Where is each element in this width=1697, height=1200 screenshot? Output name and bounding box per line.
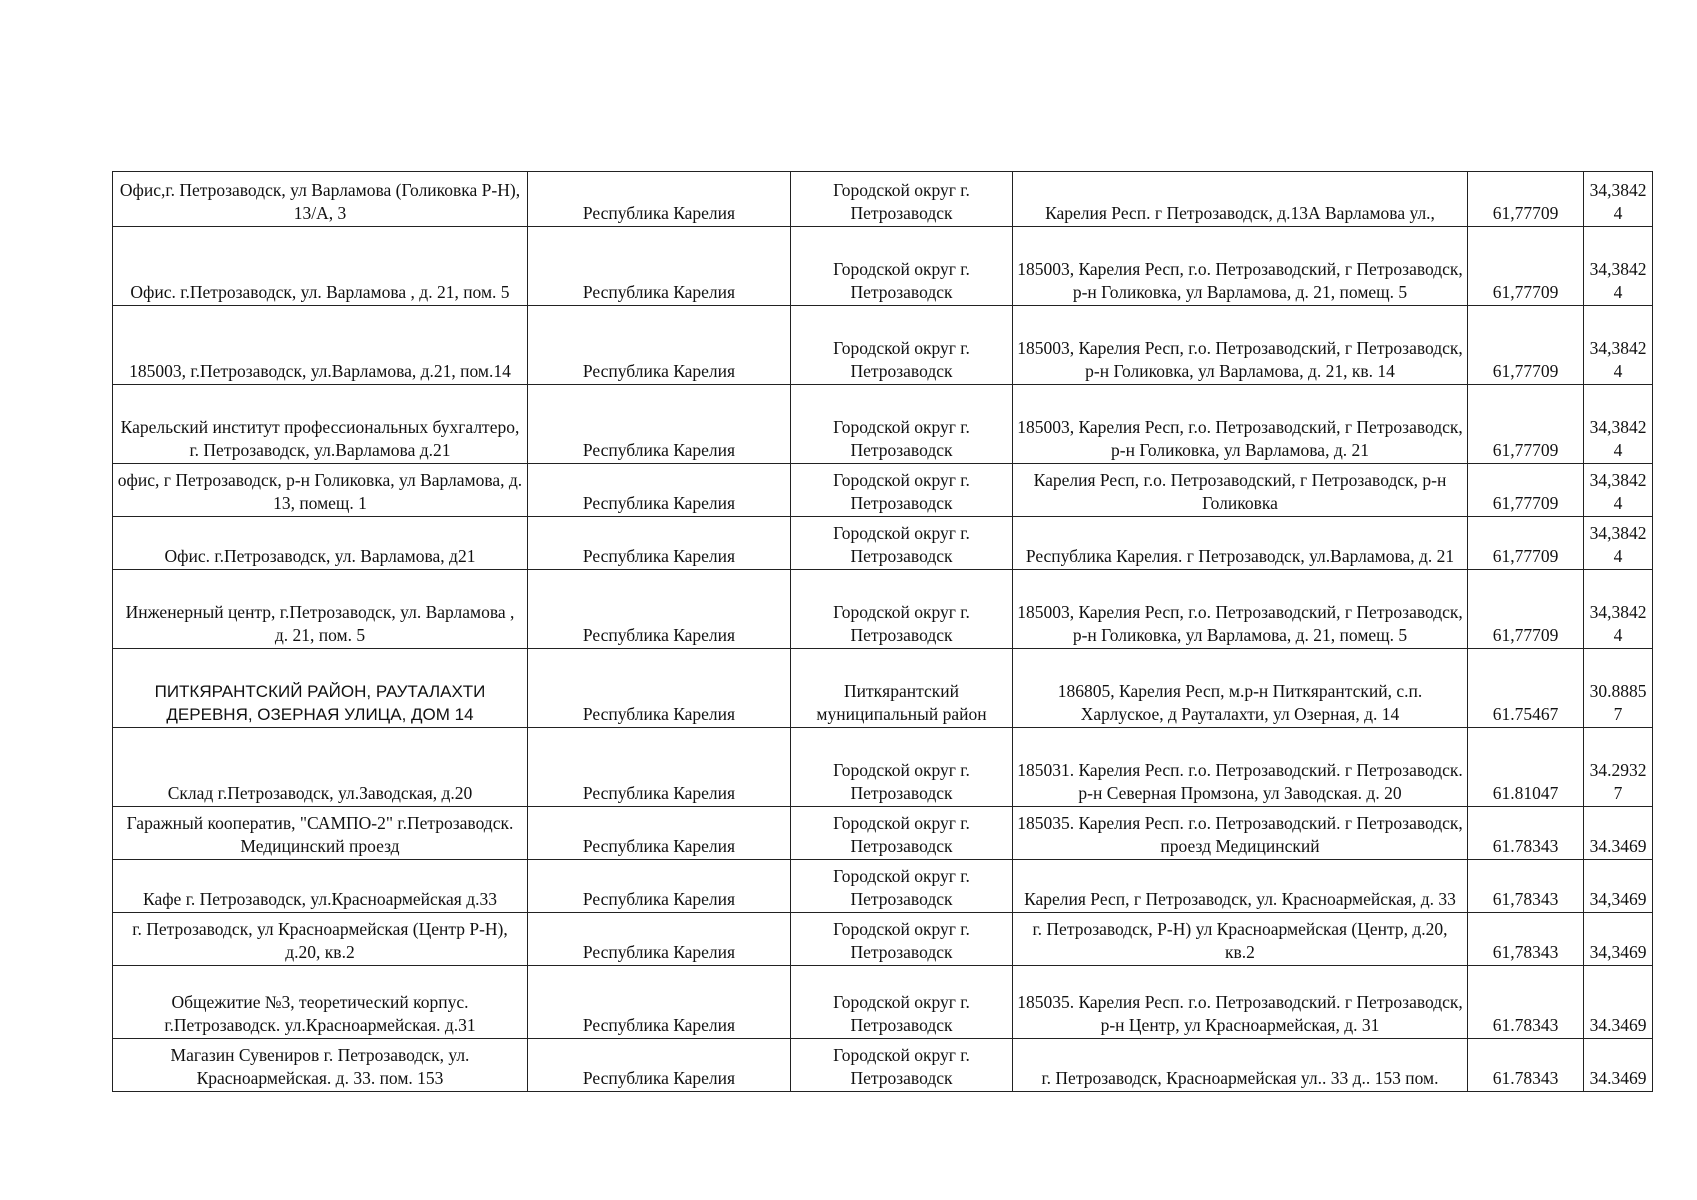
address-cell-text: Республика Карелия. г Петрозаводск, ул.Варламова, д. 21 bbox=[1025, 546, 1455, 566]
district-cell-text: Городской округ г. Петрозаводск bbox=[833, 866, 970, 909]
object-name-cell-text: офис, г Петрозаводск, р-н Голиковка, ул Варламова, д. 13, помещ. 1 bbox=[117, 470, 523, 513]
longitude-cell-text: 34,38424 bbox=[1589, 259, 1647, 302]
object-name-cell-text: Общежитие №3, теоретический корпус. г.Петрозаводск. ул.Красноармейская. д.31 bbox=[164, 992, 476, 1035]
table-row bbox=[113, 860, 1653, 913]
address-cell bbox=[1013, 1039, 1468, 1092]
table-row bbox=[113, 570, 1653, 649]
address-cell-text: 185035. Карелия Респ. г.о. Петрозаводский. г Петрозаводск, р-н Центр, ул Красноармейская, д. 31 bbox=[1017, 992, 1463, 1035]
latitude-cell bbox=[1468, 227, 1584, 306]
district-cell-text: Городской округ г. Петрозаводск bbox=[833, 813, 970, 856]
address-cell bbox=[1013, 649, 1468, 728]
region-cell-text: Республика Карелия bbox=[582, 440, 736, 460]
region-cell bbox=[528, 728, 791, 807]
longitude-cell bbox=[1584, 649, 1653, 728]
address-cell bbox=[1013, 306, 1468, 385]
longitude-cell bbox=[1584, 464, 1653, 517]
longitude-cell-text: 34,38424 bbox=[1589, 417, 1647, 460]
region-cell-text: Республика Карелия bbox=[582, 493, 736, 513]
address-cell-text: г. Петрозаводск, Красноармейская ул.. 33 д.. 153 пом. bbox=[1041, 1068, 1439, 1088]
region-cell-text: Республика Карелия bbox=[582, 836, 736, 856]
table-row bbox=[113, 464, 1653, 517]
address-cell-text: 186805, Карелия Респ, м.р-н Питкярантский, с.п. Харлуское, д Рауталахти, ул Озерная, д. 14 bbox=[1057, 681, 1423, 724]
district-cell bbox=[791, 570, 1013, 649]
latitude-cell-text: 61,78343 bbox=[1492, 942, 1559, 962]
longitude-cell bbox=[1584, 172, 1653, 227]
district-cell bbox=[791, 649, 1013, 728]
longitude-cell bbox=[1584, 385, 1653, 464]
longitude-cell-text: 34.29327 bbox=[1589, 760, 1647, 803]
object-name-cell-text: Инженерный центр, г.Петрозаводск, ул. Варламова , д. 21, пом. 5 bbox=[125, 602, 515, 645]
latitude-cell bbox=[1468, 385, 1584, 464]
latitude-cell bbox=[1468, 649, 1584, 728]
address-cell bbox=[1013, 227, 1468, 306]
address-cell-text: Карелия Респ. г Петрозаводск, д.13А Варламова ул., bbox=[1045, 203, 1435, 223]
address-cell bbox=[1013, 172, 1468, 227]
region-cell bbox=[528, 860, 791, 913]
longitude-cell bbox=[1584, 227, 1653, 306]
region-cell-text: Республика Карелия bbox=[582, 361, 736, 381]
longitude-cell bbox=[1584, 860, 1653, 913]
longitude-cell-text: 34,3469 bbox=[1589, 942, 1647, 962]
district-cell bbox=[791, 227, 1013, 306]
district-cell-text: Городской округ г. Петрозаводск bbox=[833, 919, 970, 962]
longitude-cell bbox=[1584, 517, 1653, 570]
object-name-cell bbox=[113, 570, 528, 649]
address-cell bbox=[1013, 570, 1468, 649]
region-cell-text: Республика Карелия bbox=[582, 704, 736, 724]
region-cell bbox=[528, 172, 791, 227]
table-row bbox=[113, 807, 1653, 860]
object-name-cell-text: ПИТКЯРАНТСКИЙ РАЙОН, РАУТАЛАХТИ ДЕРЕВНЯ, ОЗЕРНАЯ УЛИЦА, ДОМ 14 bbox=[154, 682, 486, 724]
district-cell-text: Городской округ г. Петрозаводск bbox=[833, 992, 970, 1035]
latitude-cell bbox=[1468, 807, 1584, 860]
latitude-cell bbox=[1468, 1039, 1584, 1092]
region-cell-text: Республика Карелия bbox=[582, 546, 736, 566]
latitude-cell-text: 61,77709 bbox=[1492, 361, 1559, 381]
address-cell bbox=[1013, 913, 1468, 966]
region-cell-text: Республика Карелия bbox=[582, 889, 736, 909]
longitude-cell-text: 34.3469 bbox=[1589, 1068, 1647, 1088]
longitude-cell bbox=[1584, 728, 1653, 807]
address-cell-text: 185003, Карелия Респ, г.о. Петрозаводский, г Петрозаводск, р-н Голиковка, ул Варламова, д. 21, кв. 14 bbox=[1017, 338, 1463, 381]
latitude-cell bbox=[1468, 517, 1584, 570]
address-cell-text: 185035. Карелия Респ. г.о. Петрозаводский. г Петрозаводск, проезд Медицинский bbox=[1017, 813, 1463, 856]
object-name-cell bbox=[113, 913, 528, 966]
address-cell bbox=[1013, 385, 1468, 464]
district-cell bbox=[791, 860, 1013, 913]
address-table bbox=[112, 171, 1653, 1092]
region-cell-text: Республика Карелия bbox=[582, 625, 736, 645]
address-cell bbox=[1013, 807, 1468, 860]
longitude-cell-text: 34,3469 bbox=[1589, 889, 1647, 909]
table-row bbox=[113, 172, 1653, 227]
object-name-cell-text: Офис. г.Петрозаводск, ул. Варламова , д. 21, пом. 5 bbox=[130, 282, 510, 302]
table-row bbox=[113, 306, 1653, 385]
object-name-cell-text: Кафе г. Петрозаводск, ул.Красноармейская д.33 bbox=[143, 889, 497, 909]
region-cell-text: Республика Карелия bbox=[582, 942, 736, 962]
district-cell bbox=[791, 464, 1013, 517]
region-cell bbox=[528, 966, 791, 1039]
address-cell bbox=[1013, 464, 1468, 517]
object-name-cell-text: Склад г.Петрозаводск, ул.Заводская, д.20 bbox=[167, 783, 473, 803]
district-cell-text: Городской округ г. Петрозаводск bbox=[833, 470, 970, 513]
longitude-cell-text: 34.3469 bbox=[1589, 1015, 1647, 1035]
latitude-cell-text: 61.81047 bbox=[1492, 783, 1559, 803]
table-row bbox=[113, 966, 1653, 1039]
region-cell-text: Республика Карелия bbox=[582, 203, 736, 223]
object-name-cell-text: Магазин Сувениров г. Петрозаводск, ул. Красноармейская. д. 33. пом. 153 bbox=[170, 1045, 470, 1088]
table-row bbox=[113, 649, 1653, 728]
region-cell bbox=[528, 649, 791, 728]
latitude-cell-text: 61.75467 bbox=[1492, 704, 1559, 724]
district-cell-text: Питкярантский муниципальный район bbox=[816, 681, 987, 724]
latitude-cell-text: 61,77709 bbox=[1492, 440, 1559, 460]
region-cell bbox=[528, 517, 791, 570]
longitude-cell-text: 34,38424 bbox=[1589, 523, 1647, 566]
district-cell-text: Городской округ г. Петрозаводск bbox=[833, 417, 970, 460]
district-cell-text: Городской округ г. Петрозаводск bbox=[833, 259, 970, 302]
latitude-cell bbox=[1468, 728, 1584, 807]
district-cell-text: Городской округ г. Петрозаводск bbox=[833, 760, 970, 803]
longitude-cell-text: 34.3469 bbox=[1589, 836, 1647, 856]
object-name-cell bbox=[113, 860, 528, 913]
object-name-cell bbox=[113, 385, 528, 464]
region-cell bbox=[528, 913, 791, 966]
address-cell-text: Карелия Респ, г.о. Петрозаводский, г Петрозаводск, р-н Голиковка bbox=[1033, 470, 1447, 513]
region-cell bbox=[528, 464, 791, 517]
address-cell-text: Карелия Респ, г Петрозаводск, ул. Красноармейская, д. 33 bbox=[1024, 889, 1456, 909]
district-cell-text: Городской округ г. Петрозаводск bbox=[833, 338, 970, 381]
latitude-cell bbox=[1468, 464, 1584, 517]
latitude-cell bbox=[1468, 913, 1584, 966]
latitude-cell bbox=[1468, 570, 1584, 649]
latitude-cell bbox=[1468, 966, 1584, 1039]
longitude-cell-text: 34,38424 bbox=[1589, 470, 1647, 513]
object-name-cell bbox=[113, 807, 528, 860]
district-cell-text: Городской округ г. Петрозаводск bbox=[833, 180, 970, 223]
object-name-cell-text: Гаражный кооператив, "САМПО-2" г.Петрозаводск. Медицинский проезд bbox=[126, 813, 514, 856]
longitude-cell bbox=[1584, 913, 1653, 966]
address-cell bbox=[1013, 728, 1468, 807]
object-name-cell bbox=[113, 728, 528, 807]
table-row bbox=[113, 385, 1653, 464]
district-cell bbox=[791, 517, 1013, 570]
latitude-cell-text: 61.78343 bbox=[1492, 1015, 1559, 1035]
district-cell bbox=[791, 172, 1013, 227]
longitude-cell bbox=[1584, 966, 1653, 1039]
region-cell-text: Республика Карелия bbox=[582, 1068, 736, 1088]
table-row bbox=[113, 913, 1653, 966]
object-name-cell bbox=[113, 172, 528, 227]
object-name-cell-text: Карельский институт профессиональных бухгалтеро, г. Петрозаводск, ул.Варламова д.21 bbox=[120, 417, 520, 460]
longitude-cell bbox=[1584, 807, 1653, 860]
address-cell-text: 185031. Карелия Респ. г.о. Петрозаводский. г Петрозаводск. р-н Северная Промзона, ул Заводская. д. 20 bbox=[1017, 760, 1463, 803]
region-cell bbox=[528, 227, 791, 306]
region-cell bbox=[528, 1039, 791, 1092]
longitude-cell-text: 34,38424 bbox=[1589, 180, 1647, 223]
address-cell bbox=[1013, 517, 1468, 570]
latitude-cell-text: 61,77709 bbox=[1492, 625, 1559, 645]
address-cell bbox=[1013, 860, 1468, 913]
address-cell-text: г. Петрозаводск, Р-Н) ул Красноармейская (Центр, д.20, кв.2 bbox=[1032, 919, 1448, 962]
table-row bbox=[113, 517, 1653, 570]
object-name-cell-text: Офис. г.Петрозаводск, ул. Варламова, д21 bbox=[164, 546, 476, 566]
longitude-cell-text: 34,38424 bbox=[1589, 602, 1647, 645]
district-cell bbox=[791, 1039, 1013, 1092]
address-cell bbox=[1013, 966, 1468, 1039]
region-cell-text: Республика Карелия bbox=[582, 282, 736, 302]
address-cell-text: 185003, Карелия Респ, г.о. Петрозаводский, г Петрозаводск, р-н Голиковка, ул Варламова, д. 21, помещ. 5 bbox=[1017, 602, 1463, 645]
district-cell bbox=[791, 385, 1013, 464]
district-cell bbox=[791, 306, 1013, 385]
table-row bbox=[113, 227, 1653, 306]
object-name-cell-text: Офис,г. Петрозаводск, ул Варламова (Голиковка Р-Н), 13/А, 3 bbox=[119, 180, 521, 223]
longitude-cell-text: 30.88857 bbox=[1589, 681, 1647, 724]
latitude-cell-text: 61,77709 bbox=[1492, 282, 1559, 302]
table-row bbox=[113, 1039, 1653, 1092]
object-name-cell bbox=[113, 464, 528, 517]
latitude-cell-text: 61.78343 bbox=[1492, 1068, 1559, 1088]
address-cell-text: 185003, Карелия Респ, г.о. Петрозаводский, г Петрозаводск, р-н Голиковка, ул Варламова, д. 21, помещ. 5 bbox=[1017, 259, 1463, 302]
object-name-cell bbox=[113, 227, 528, 306]
district-cell bbox=[791, 966, 1013, 1039]
region-cell-text: Республика Карелия bbox=[582, 783, 736, 803]
object-name-cell bbox=[113, 306, 528, 385]
region-cell-text: Республика Карелия bbox=[582, 1015, 736, 1035]
address-cell-text: 185003, Карелия Респ, г.о. Петрозаводский, г Петрозаводск, р-н Голиковка, ул Варламова, д. 21 bbox=[1017, 417, 1463, 460]
district-cell-text: Городской округ г. Петрозаводск bbox=[833, 523, 970, 566]
object-name-cell-text: 185003, г.Петрозаводск, ул.Варламова, д.21, пом.14 bbox=[129, 361, 511, 381]
longitude-cell bbox=[1584, 1039, 1653, 1092]
latitude-cell bbox=[1468, 306, 1584, 385]
district-cell-text: Городской округ г. Петрозаводск bbox=[833, 602, 970, 645]
longitude-cell bbox=[1584, 570, 1653, 649]
region-cell bbox=[528, 807, 791, 860]
latitude-cell-text: 61,77709 bbox=[1492, 546, 1559, 566]
region-cell bbox=[528, 385, 791, 464]
district-cell bbox=[791, 913, 1013, 966]
latitude-cell-text: 61,77709 bbox=[1492, 203, 1559, 223]
region-cell bbox=[528, 570, 791, 649]
object-name-cell-text: г. Петрозаводск, ул Красноармейская (Центр Р-Н), д.20, кв.2 bbox=[132, 919, 508, 962]
longitude-cell bbox=[1584, 306, 1653, 385]
latitude-cell-text: 61,78343 bbox=[1492, 889, 1559, 909]
district-cell bbox=[791, 807, 1013, 860]
longitude-cell-text: 34,38424 bbox=[1589, 338, 1647, 381]
latitude-cell bbox=[1468, 860, 1584, 913]
district-cell bbox=[791, 728, 1013, 807]
table-body bbox=[113, 172, 1653, 1092]
latitude-cell bbox=[1468, 172, 1584, 227]
object-name-cell bbox=[113, 649, 528, 728]
object-name-cell bbox=[113, 517, 528, 570]
object-name-cell bbox=[113, 1039, 528, 1092]
latitude-cell-text: 61,77709 bbox=[1492, 493, 1559, 513]
district-cell-text: Городской округ г. Петрозаводск bbox=[833, 1045, 970, 1088]
latitude-cell-text: 61.78343 bbox=[1492, 836, 1559, 856]
object-name-cell bbox=[113, 966, 528, 1039]
region-cell bbox=[528, 306, 791, 385]
table-row bbox=[113, 728, 1653, 807]
